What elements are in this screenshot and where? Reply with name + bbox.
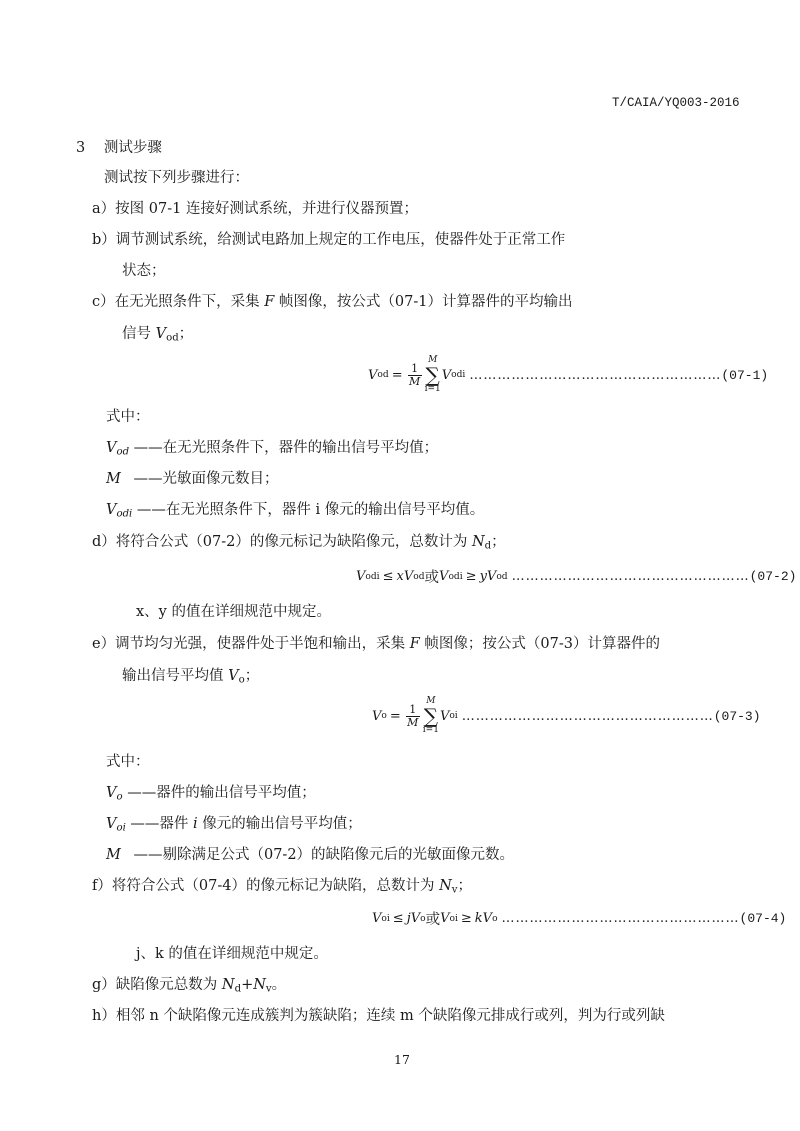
step-text: 调节测试系统，给测试电路加上规定的工作电压，使器件处于正常工作	[115, 232, 566, 248]
formula-equals: =	[391, 367, 403, 383]
formula-ge: ≥	[460, 911, 472, 926]
step-label: a）	[92, 201, 116, 217]
definition-row	[106, 812, 362, 834]
formula-tag: (07-2)	[749, 569, 797, 584]
step-h	[92, 1004, 665, 1025]
var-sub: d	[234, 983, 242, 995]
leader-dots: ……………………………………………	[511, 569, 750, 584]
formula-sub: odi	[451, 370, 466, 380]
step-text: 帧图像；按公式（07-3）计算器件的	[419, 636, 660, 652]
step-text: 在无光照条件下，采集	[114, 294, 265, 310]
step-text: 将符合公式（07-4）的像元标记为缺陷，总数计为	[111, 878, 440, 894]
formula-var: V	[372, 911, 382, 926]
var-sub: v	[451, 884, 458, 896]
sum-lower: i=1	[424, 384, 441, 394]
step-text: ；	[457, 878, 472, 894]
def-text: ——器件的输出信号平均值；	[122, 785, 316, 801]
def-symbol: V	[106, 785, 117, 801]
def-sub: oi	[116, 822, 126, 834]
step-label: d）	[92, 534, 116, 550]
formula-coef: x	[396, 569, 404, 584]
document-code: T/CAIA/YQ003-2016	[612, 96, 740, 110]
step-b	[92, 228, 565, 249]
def-sub: od	[116, 446, 130, 458]
formula-sub: od	[377, 370, 389, 380]
frac-num: 1	[409, 702, 417, 716]
leader-dots: ………………………………………………	[469, 367, 722, 383]
step-e	[92, 632, 660, 653]
formula-le: ≤	[392, 911, 404, 926]
formula-tag: (07-1)	[721, 367, 769, 383]
def-text: ——光敏面像元数目；	[128, 471, 279, 487]
step-label: e）	[92, 636, 116, 652]
step-label: h）	[92, 1008, 116, 1024]
def-sub: odi	[116, 508, 133, 520]
summation-icon: M ∑ i=1	[424, 355, 441, 394]
step-text: ；	[244, 668, 260, 684]
formula-tag: (07-3)	[713, 708, 761, 724]
step-text: ；	[178, 326, 194, 342]
formula-coef: k	[474, 911, 483, 926]
formula-sub: oi	[449, 913, 458, 924]
step-a	[92, 197, 418, 218]
formula-equals: =	[389, 708, 401, 724]
def-text: ——器件	[125, 816, 194, 832]
var-n: N	[253, 977, 266, 993]
def-text: 像元的输出信号平均值；	[197, 816, 362, 832]
def-symbol: V	[106, 440, 117, 456]
def-sub: o	[116, 791, 123, 803]
formula-fraction	[406, 704, 420, 729]
def-text: ——在无光照条件下，器件 i 像元的输出信号平均值。	[132, 502, 485, 518]
var-v: V	[228, 668, 239, 684]
sum-lower: i=1	[422, 725, 439, 735]
def-symbol: V	[106, 816, 117, 832]
formula-le: ≤	[382, 569, 394, 584]
formula-07-2	[356, 566, 796, 587]
formula-var: V	[356, 569, 366, 584]
formula-var: V	[440, 911, 450, 926]
step-c-cont	[122, 322, 193, 344]
definition-row	[106, 781, 316, 803]
formula-07-3	[372, 697, 761, 735]
step-label: g）	[92, 977, 116, 993]
frac-den: M	[407, 715, 419, 729]
sum-upper: M	[426, 696, 436, 706]
formula-07-1	[368, 356, 768, 394]
var-sub: od	[166, 332, 179, 344]
step-text: 缺陷像元总数为	[115, 977, 222, 993]
var-v: V	[155, 326, 167, 342]
formula-var: V	[403, 569, 414, 584]
formula-var: V	[482, 911, 493, 926]
step-e-cont	[122, 664, 259, 686]
formula-fraction	[408, 363, 422, 388]
step-d	[92, 530, 506, 552]
step-text: ；	[491, 534, 506, 550]
var-n: N	[439, 878, 452, 894]
step-text: 帧图像，按公式（07-1）计算器件的平均输出	[274, 294, 573, 310]
definition-row	[106, 467, 278, 488]
var-n: N	[221, 977, 235, 993]
formula-var: V	[486, 569, 497, 584]
def-text: ——剔除满足公式（07-2）的缺陷像元后的光敏面像元数。	[128, 847, 515, 863]
formula-lhs: V	[372, 708, 382, 724]
step-c	[92, 290, 572, 311]
formula-rhs: V	[439, 708, 450, 724]
step-text: 调节均匀光强，使器件处于半饱和输出，采集	[115, 636, 410, 652]
step-f-note: j、k 的值在详细规范中规定。	[136, 946, 328, 962]
formula-sub: o	[381, 711, 387, 721]
leader-dots: ………………………………………………	[461, 708, 714, 724]
step-g	[92, 973, 286, 995]
step-d-note: x、y 的值在详细规范中规定。	[136, 604, 331, 620]
section-title: 测试步骤	[103, 140, 162, 156]
page-number: 17	[394, 1052, 410, 1067]
formula-var: V	[439, 569, 449, 584]
sum-upper: M	[428, 355, 438, 365]
step-text: 。	[271, 977, 287, 993]
step-b-cont: 状态；	[122, 263, 166, 279]
def-symbol: V	[106, 502, 117, 518]
intro-text: 测试按下列步骤进行：	[104, 170, 249, 186]
formula-coef: y	[479, 569, 487, 584]
frac-den: M	[408, 374, 421, 388]
formula-lhs: V	[368, 367, 378, 383]
formula-07-4	[372, 908, 786, 929]
step-text: 按图 07-1 连接好测试系统，并进行仪器预置；	[115, 201, 418, 217]
def-text: ——在无光照条件下，器件的输出信号平均值；	[129, 440, 439, 456]
formula-sub: o	[492, 913, 498, 924]
var-i: i	[193, 816, 198, 832]
def-symbol: M	[106, 847, 121, 863]
formula-ge: ≥	[465, 569, 477, 584]
step-f	[92, 874, 472, 896]
formula-sub: o	[420, 913, 426, 924]
var-n: N	[471, 534, 485, 550]
step-text: 将符合公式（07-2）的像元标记为缺陷像元，总数计为	[115, 534, 472, 550]
definition-row	[106, 436, 438, 458]
definition-row	[106, 843, 514, 864]
leader-dots: ……………………………………………	[501, 911, 740, 926]
var-sub: v	[265, 983, 272, 995]
var-sub: o	[238, 674, 245, 686]
section-number: 3	[76, 140, 86, 156]
formula-rhs: V	[441, 367, 452, 383]
formula-or: 或	[425, 912, 441, 928]
def-symbol: M	[106, 471, 121, 487]
formula-sub: odi	[448, 571, 463, 582]
step-label: c）	[92, 294, 115, 310]
formula-tag: (07-4)	[739, 911, 787, 926]
step-label: f）	[92, 878, 112, 894]
var-f: F	[409, 636, 420, 652]
step-text: 信号	[122, 326, 156, 342]
section-heading	[76, 136, 162, 157]
step-label: b）	[92, 232, 116, 248]
formula-or: 或	[424, 570, 440, 586]
formula-sub: od	[413, 571, 425, 582]
formula-coef: j	[406, 911, 411, 926]
formula-sub: oi	[381, 913, 390, 924]
summation-icon: M ∑ i=1	[422, 696, 439, 735]
step-text: 输出信号平均值	[122, 668, 229, 684]
formula-sub: odi	[365, 571, 380, 582]
definition-row	[106, 498, 484, 520]
step-text: 相邻 n 个缺陷像元连成簇判为簇缺陷；连续 m 个缺陷像元排成行或列，判为行或列缺	[115, 1008, 665, 1024]
where-title: 式中：	[106, 409, 150, 425]
frac-num: 1	[411, 361, 419, 375]
formula-sub: od	[496, 571, 508, 582]
plus-sign: +	[241, 977, 254, 993]
formula-sub: oi	[449, 711, 458, 721]
var-f: F	[264, 294, 275, 310]
formula-var: V	[410, 911, 421, 926]
var-sub: d	[484, 540, 492, 552]
where-title: 式中：	[106, 754, 150, 770]
